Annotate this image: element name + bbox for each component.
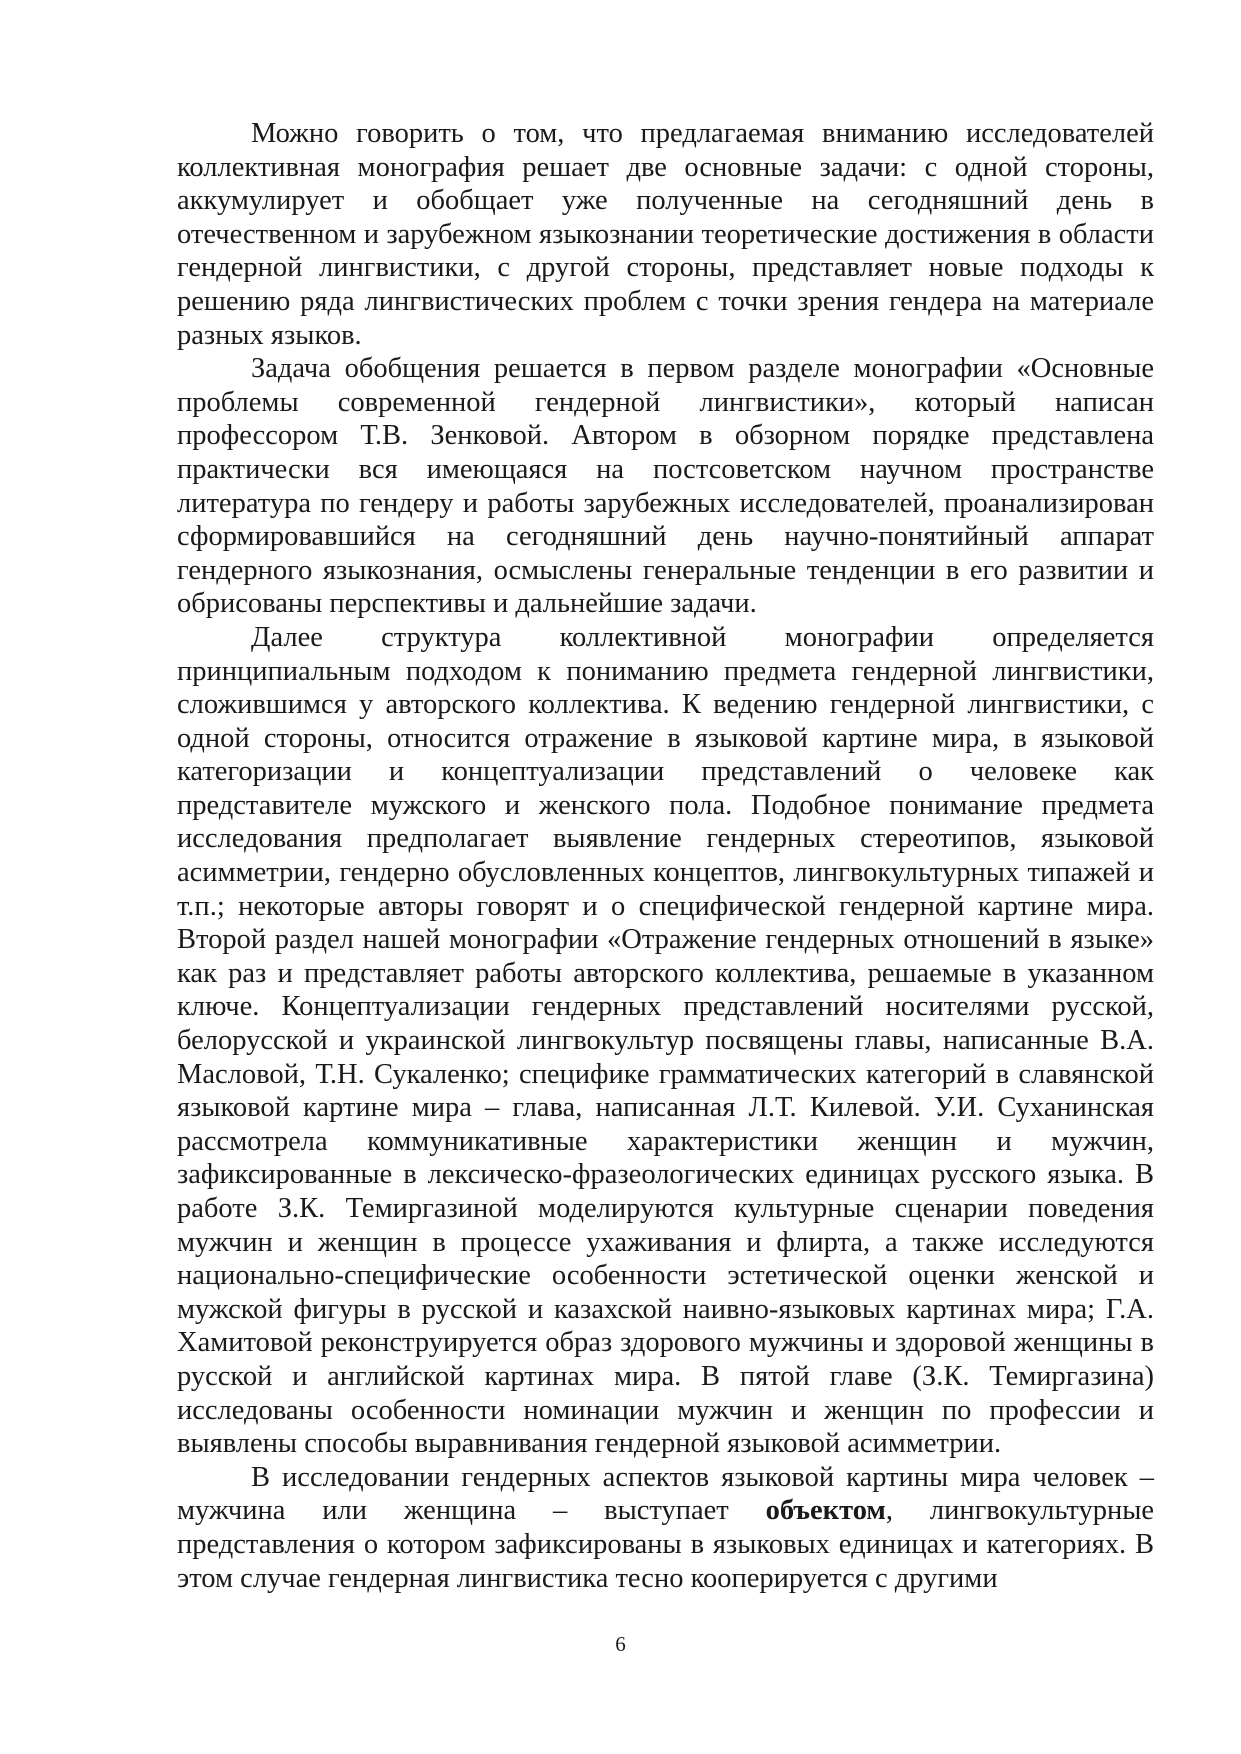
page-number: 6 [615, 1632, 626, 1656]
bold-term: объектом [765, 1495, 886, 1527]
paragraph [177, 1461, 1154, 1595]
paragraph-text-after: , лингвокультурные представления о котором зафиксированы в языковых единицах и категориях. В этом случае гендерная лингвистика тесно кооперируется с другими [177, 1495, 1154, 1594]
paragraph: Можно говорить о том, что предлагаемая вниманию исследователей коллективная монография решает две основные задачи: с одной стороны, аккумулирует и обобщает уже полученные на сегодняшний день в отечественном и зарубежном языкознании теоретические достижения в области гендерной лингвистики, с другой стороны, представляет новые подходы к решению ряда лингвистических проблем с точки зрения гендера на материале разных языков. [177, 118, 1154, 351]
paragraph-text-before: В исследовании гендерных аспектов языковой картины мира человек – мужчина или женщина – выступает [177, 1461, 1154, 1527]
paragraph: Далее структура коллективной монографии определяется принципиальным подходом к пониманию предмета гендерной лингвистики, сложившимся у авторского коллектива. К ведению гендерной лингвистики, с одной стороны, относится отражение в языковой картине мира, в языковой категоризации и концептуализации представлений о человеке как представителе мужского и женского пола. Подобное понимание предмета исследования предполагает выявление гендерных стереотипов, языковой асимметрии, гендерно обусловленных концептов, лингвокультурных типажей и т.п.; некоторые авторы говорят и о специфической гендерной картине мира. Второй раздел нашей монографии «Отражение гендерных отношений в языке» как раз и представляет работы авторского коллектива, решаемые в указанном ключе. Концептуализации гендерных представлений носителями русской, белорусской и украинской лингвокультур посвящены главы, написанные В.А. Масловой, Т.Н. Сукаленко; специфике грамматических категорий в славянской языковой картине мира – глава, написанная Л.Т. Килевой. У.И. Суханинская рассмотрела коммуникативные характеристики женщин и мужчин, зафиксированные в лексическо-фразеологических единицах русского языка. В работе З.К. Темиргазиной моделируются культурные сценарии поведения мужчин и женщин в процессе ухаживания и флирта, а также исследуются национально-специфические особенности эстетической оценки женской и мужской фигуры в русской и казахской наивно-языковых картинах мира; Г.А. Хамитовой реконструируется образ здорового мужчины и здоровой женщины в русской и английской картинах мира. В пятой главе (З.К. Темиргазина) исследованы особенности номинации мужчин и женщин по профессии и выявлены способы выравнивания гендерной языковой асимметрии. [177, 621, 1154, 1460]
paragraph: Задача обобщения решается в первом разделе монографии «Основные проблемы современной гендерной лингвистики», который написан профессором Т.В. Зенковой. Автором в обзорном порядке представлена практически вся имеющаяся на постсоветском научном пространстве литература по гендеру и работы зарубежных исследователей, проанализирован сформировавшийся на сегодняшний день научно-понятийный аппарат гендерного языкознания, осмыслены генеральные тенденции в его развитии и обрисованы перспективы и дальнейшие задачи. [177, 353, 1154, 620]
document-body [177, 117, 1154, 1595]
